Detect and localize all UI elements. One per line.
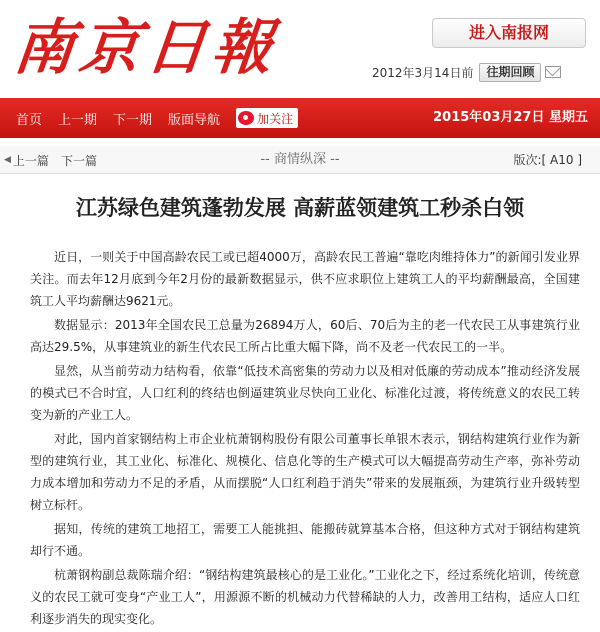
article-title: 江苏绿色建筑蓬勃发展 高薪蓝领建筑工秒杀白领 [75,196,525,220]
article-paragraph: 据知，传统的建筑工地招工，需要工人能挑担、能搬砖就算基本合格，但这种方式对于钢结构建筑却行不通。 [30,522,580,558]
nav-home[interactable]: 首页 [16,112,43,128]
main-navbar [0,98,600,138]
prev-arrow-icon: ◀ [4,155,11,165]
article-paragraph: 杭萧钢构副总裁陈瑞介绍：“钢结构建筑最核心的是工业化。”工业化之下，经过系统化培训，传统意义的农民工就可变身“产业工人”，用源源不断的机械动力代替稀缺的人力，改善用工结构，适应人口红利逐步消失的现实变化。 [30,568,580,626]
article-paragraph: 近日，一则关于中国高龄农民工或已超4000万，高龄农民工普遍“靠吃肉维持体力”的新闻引发业界关注。而去年12月底到今年2月份的最新数据显示，供不应求职位上建筑工人的平均薪酬最高，全国建筑工人平均薪酬达9621元。 [30,250,580,308]
article-nav-bar [0,146,600,174]
archive-date-row [372,62,561,82]
article-pager [4,146,109,174]
page-number: 版次:[ A10 ] [513,153,582,167]
section-title: -- 商情纵深 -- [260,152,340,167]
article-paragraph: 显然，从当前劳动力结构看，依靠“低技术高密集的劳动力以及相对低廉的劳动成本”推动经济发展的模式已不合时宜，人口红利的终结也倒逼建筑业尽快向工业化、标准化过渡，将传统意义的农民工转变为新的产业工人。 [30,364,580,422]
next-article-link[interactable]: 下一篇 [60,153,97,168]
nav-page-navigation[interactable]: 版面导航 [168,112,221,128]
prev-article-link[interactable]: 上一篇 [12,153,49,168]
weibo-icon [238,111,254,125]
nav-prev-issue[interactable]: 上一期 [58,112,98,128]
archive-date: 2012年3月14日前 [372,65,474,80]
past-issues-button[interactable]: 往期回顾 [479,63,541,82]
article-body [30,246,580,632]
nav-links [8,98,298,138]
enter-nanbao-button[interactable]: 进入南报网 [432,18,586,48]
nav-next-issue[interactable]: 下一期 [113,112,153,128]
weibo-follow-button[interactable] [236,108,298,128]
article-paragraph: 数据显示：2013年全国农民工总量为26894万人，60后、70后为主的老一代农民工从事建筑行业高达29.5%，从事建筑业的新生代农民工所占比重大幅下降，尚不及老一代农民工的一半。 [30,318,580,354]
masthead [0,0,600,98]
newspaper-logo[interactable]: 南京日報 [10,13,282,83]
issue-date: 2015年03月27日 星期五 [433,110,588,125]
article-paragraph: 对此，国内首家钢结构上市企业杭萧钢构股份有限公司董事长单银木表示，钢结构建筑行业作为新型的建筑行业，其工业化、标准化、规模化、信息化等的生产模式可以大幅提高劳动生产率，弥补劳动力成本增加和劳动力不足的矛盾，从而摆脱“人口红利趋于消失”带来的发展瓶颈，为建筑行业升级转型树立标杆。 [30,432,580,512]
mail-icon[interactable] [545,66,561,78]
weibo-follow-label: 加关注 [257,111,294,126]
